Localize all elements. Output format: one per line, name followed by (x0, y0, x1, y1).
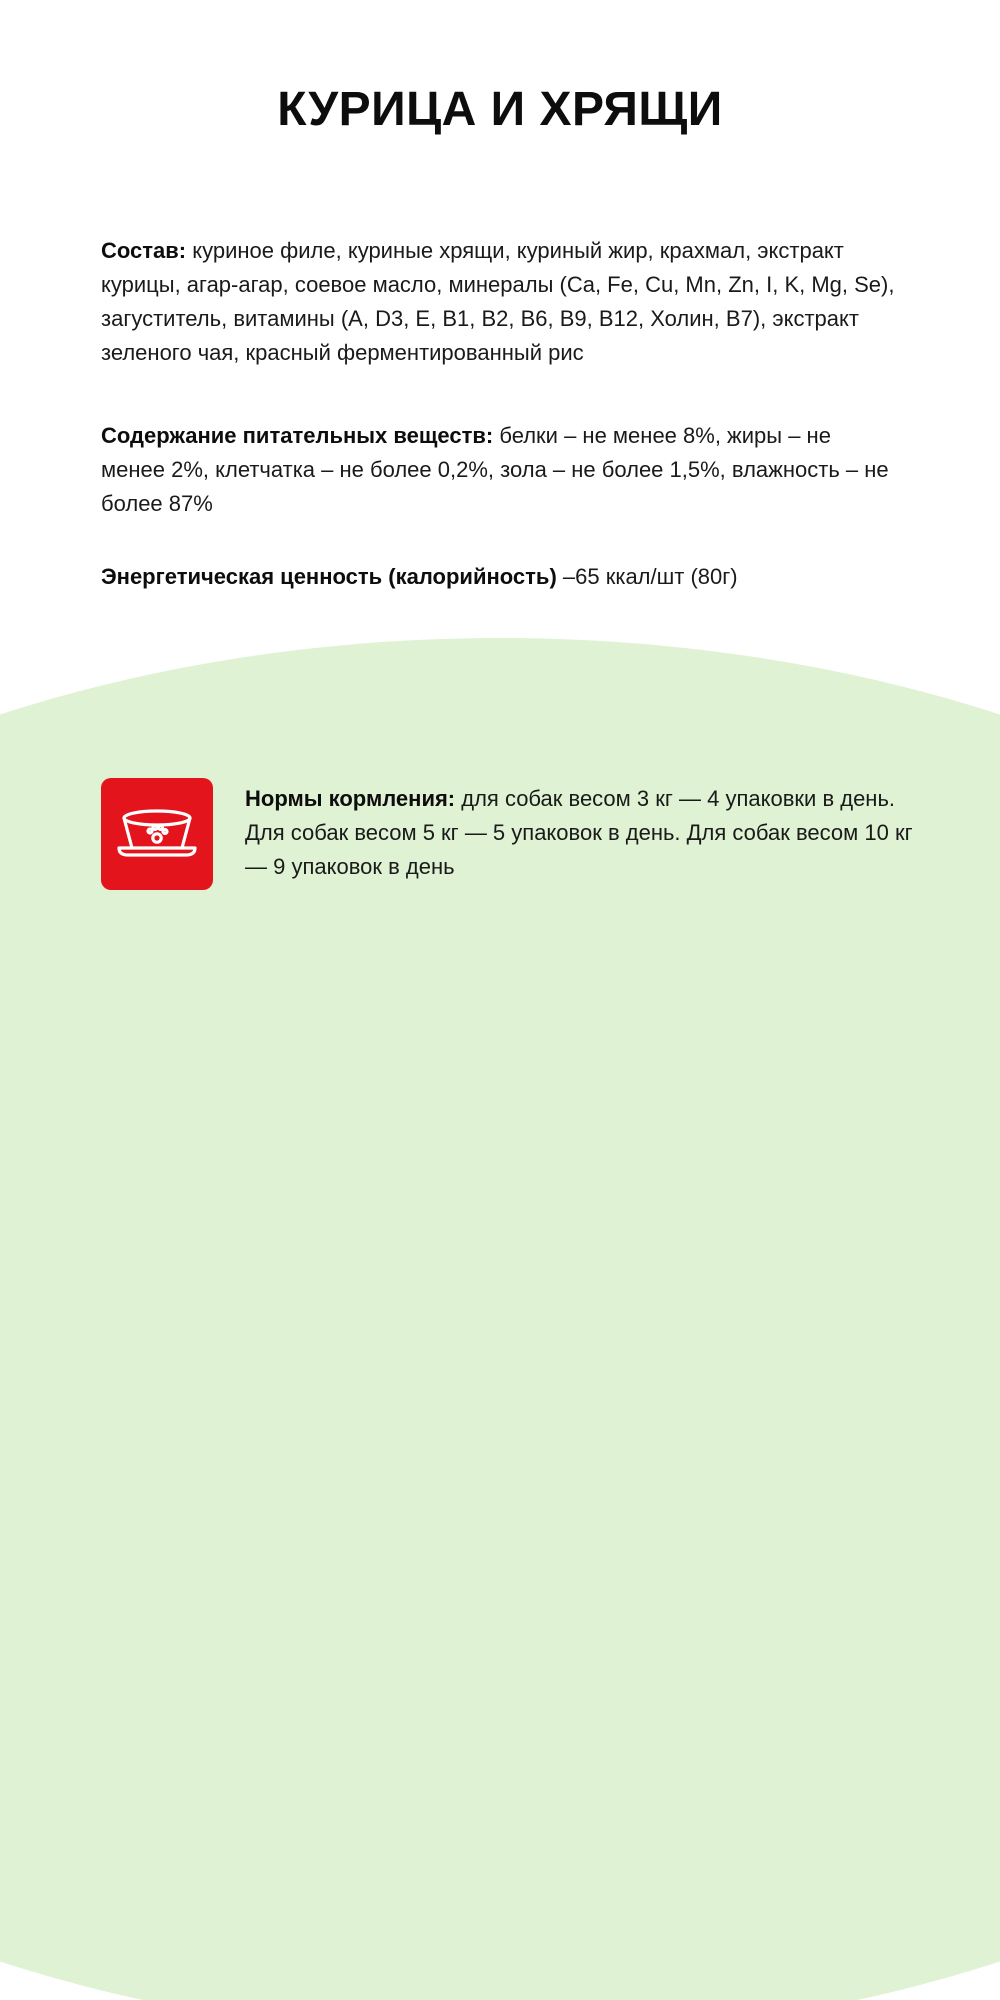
feeding-paragraph (245, 782, 925, 884)
energy-label: Энергетическая ценность (калорийность) (101, 564, 557, 589)
nutrients-label: Содержание питательных веществ: (101, 423, 494, 448)
composition-label: Состав: (101, 238, 187, 263)
nutrients-paragraph (101, 419, 901, 521)
feeding-icon-box (101, 778, 213, 890)
page-title: КУРИЦА И ХРЯЩИ (277, 83, 723, 136)
feeding-text: для собак весом 3 кг — 4 упаковки в день. Для собак весом 5 кг — 5 упаковок в день. Для собак весом 10 кг — 9 упаковок в день (245, 786, 913, 879)
dog-bowl-icon (115, 804, 199, 864)
nutrients-text: белки – не менее 8%, жиры – не менее 2%, клетчатка – не более 0,2%, зола – не более 1,5%, влажность – не более 87% (101, 423, 889, 516)
energy-text: –65 ккал/шт (80г) (556, 564, 738, 589)
energy-paragraph (101, 560, 901, 594)
composition-text: куриное филе, куриные хрящи, куриный жир, крахмал, экстракт курицы, агар-агар, соевое масло, минералы (Ca, Fe, Cu, Mn, Zn, I, K, Mg, Se), загуститель, витамины (A, D3, E, B1, B2, B6, B9, B12, Холин, B7), экстракт зеленого чая, красный ферментированный рис (101, 238, 895, 365)
feeding-label: Нормы кормления: (245, 786, 456, 811)
composition-paragraph (101, 234, 901, 370)
